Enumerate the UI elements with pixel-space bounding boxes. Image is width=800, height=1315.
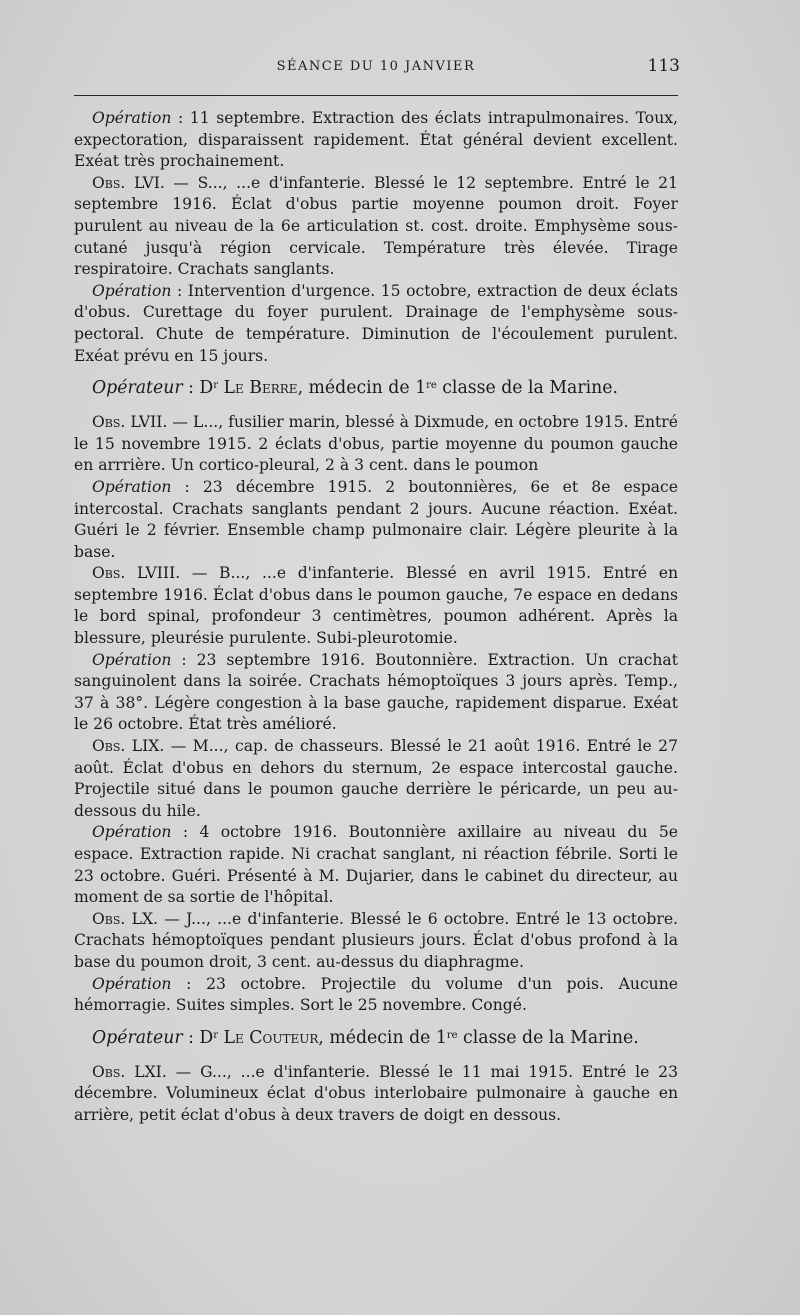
obs-label: Obs. <box>92 909 126 928</box>
operator-sup-rank: re <box>446 1029 458 1041</box>
paragraph-text: : 23 septembre 1916. Boutonnière. Extraction. Un crachat sanguinolent dans la soirée. Crachats hémoptoïques 3 jours après. Temp., 37 à 38°. Légère congestion à la base gauche, rapidement disparue. Exéat le 26 octobre. État très amélioré. <box>74 650 678 734</box>
paragraph-operation <box>74 974 678 1017</box>
page-header <box>72 56 680 78</box>
operator-heading <box>74 1027 678 1050</box>
paragraph-operation <box>74 650 678 736</box>
obs-label: Obs. <box>92 173 126 192</box>
paragraph-observation <box>74 173 678 281</box>
page-number: 113 <box>647 56 680 76</box>
obs-label: Obs. <box>92 564 126 583</box>
paragraph-text: LIX. — M..., cap. de chasseurs. Blessé le 21 août 1916. Entré le 27 août. Éclat d'obus en dehors du sternum, 2e espace intercostal gauche. Projectile situé dans le poumon gauche derrière le péricarde, un peu au-dessous du hile. <box>74 737 678 820</box>
operator-sup: r <box>213 1029 219 1041</box>
paragraph-observation <box>74 1062 678 1127</box>
operator-pre: : D <box>182 378 214 399</box>
operator-post: , médecin de 1 <box>297 378 427 399</box>
operator-label: Opérateur <box>92 1027 183 1048</box>
paragraph-observation <box>74 736 678 822</box>
operator-tail: classe de la Marine. <box>436 378 618 399</box>
operation-label: Opération <box>92 281 172 300</box>
operation-label: Opération <box>92 823 172 842</box>
operator-name: Le Berre <box>218 378 298 399</box>
page-body <box>74 108 678 1127</box>
header-rule <box>74 95 678 96</box>
paragraph-text: LVII. — L..., fusilier marin, blessé à Dixmude, en octobre 1915. Entré le 15 novembre 1915. 2 éclats d'obus, partie moyenne du poumon gauche en arrrière. Un cortico-pleural, 2 à 3 cent. dans le poumon <box>74 413 678 475</box>
running-title: SÉANCE DU 10 JANVIER <box>276 59 476 74</box>
paragraph-text: : 23 décembre 1915. 2 boutonnières, 6e et 8e espace intercostal. Crachats sanglants pendant 2 jours. Aucune réaction. Exéat. Guéri le 2 février. Ensemble champ pulmonaire clair. Légère pleurite à la base. <box>74 477 678 561</box>
operator-tail: classe de la Marine. <box>457 1027 639 1048</box>
paragraph-text: LVIII. — B..., ...e d'infanterie. Blessé en avril 1915. Entré en septembre 1916. Éclat d'obus dans le poumon gauche, 7e espace en dedans le bord spinal, profondeur 3 centimètres, poumon adhérent. Après la blessure, pleurésie purulente. Subi-pleurotomie. <box>74 564 678 648</box>
operator-sup: r <box>213 380 219 392</box>
paragraph-text: : 4 octobre 1916. Boutonnière axillaire au niveau du 5e espace. Extraction rapide. Ni crachat sanglant, ni réaction fébrile. Sorti le 23 octobre. Guéri. Présenté à M. Dujarier, dans le cabinet du directeur, au moment de sa sortie de l'hôpital. <box>74 823 678 907</box>
paragraph-operation <box>74 477 678 563</box>
operator-post: , médecin de 1 <box>318 1027 447 1048</box>
obs-label: Obs. <box>92 737 126 756</box>
paragraph-observation <box>74 909 678 974</box>
operation-label: Opération <box>92 477 172 496</box>
paragraph-observation <box>74 563 678 649</box>
obs-label: Obs. <box>92 1062 126 1081</box>
paragraph-observation <box>74 412 678 477</box>
paragraph-operation <box>74 108 678 173</box>
paragraph-text: : 23 octobre. Projectile du volume d'un pois. Aucune hémorragie. Suites simples. Sort le 25 novembre. Congé. <box>74 974 678 1015</box>
paragraph-operation <box>74 822 678 908</box>
paragraph-text: LX. — J..., ...e d'infanterie. Blessé le 6 octobre. Entré le 13 octobre. Crachats hémoptoïques pendant plusieurs jours. Éclat d'obus profond à la base du poumon droit, 3 cent. au-dessus du diaphragme. <box>74 909 678 971</box>
operation-label: Opération <box>92 974 172 993</box>
obs-label: Obs. <box>92 413 126 432</box>
operator-label: Opérateur <box>92 378 183 399</box>
paragraph-text: : 11 septembre. Extraction des éclats intrapulmonaires. Toux, expectoration, disparaissent rapidement. État général devient excellent. Exéat très prochainement. <box>74 109 678 171</box>
paragraph-text: : Intervention d'urgence. 15 octobre, extraction de deux éclats d'obus. Curettage du foyer purulent. Drainage de l'emphysème sous-pectoral. Chute de température. Diminution de l'écoulement purulent. Exéat prévu en 15 jours. <box>74 281 678 365</box>
operation-label: Opération <box>92 109 172 127</box>
paragraph-operation <box>74 281 678 367</box>
paragraph-text: LXI. — G..., ...e d'infanterie. Blessé le 11 mai 1915. Entré le 23 décembre. Volumineux éclat d'obus interlobaire pulmonaire à gauche en arrière, petit éclat d'obus à deux travers de doigt en dessous. <box>74 1062 678 1124</box>
operator-sup-rank: re <box>426 380 437 392</box>
paragraph-text: LVI. — S..., ...e d'infanterie. Blessé le 12 septembre. Entré le 21 septembre 1916. Éclat d'obus partie moyenne poumon droit. Foyer purulent au niveau de la 6e articulation st. cost. droite. Emphysème sous-cutané jusqu'à région cervicale. Température très élevée. Tirage respiratoire. Crachats sanglants. <box>74 173 678 279</box>
operation-label: Opération <box>92 650 172 669</box>
operator-name: Le Couteur <box>218 1027 319 1048</box>
operator-pre: : D <box>182 1027 214 1048</box>
operator-heading <box>74 377 678 400</box>
